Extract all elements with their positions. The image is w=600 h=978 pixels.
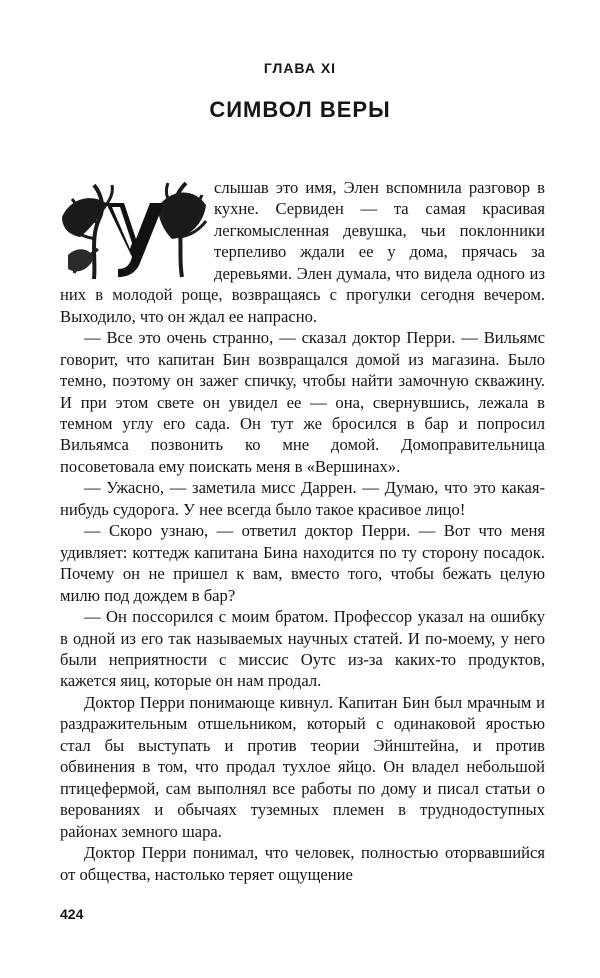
paragraph-4: — Скоро узнаю, — ответил доктор Перри. — Вот что меня удивляет: коттедж капитана Бина находится по ту сторону посадок. Почему он не пришел к вам, вместо того, чтобы бежать целую милю под дождем в бар?: [60, 521, 545, 605]
paragraph-1: слышав это имя, Элен вспомнила разговор в кухне. Сервиден — та самая красивая легкомысленная девушка, чьи поклонники терпеливо ждали ее у дома, прячась за деревьями. Элен думала, что видела одного из них в молодой роще, возвращаясь с прогулки сегодня вечером. Выходило, что он ждал ее напрасно.: [60, 178, 545, 326]
body-text: [60, 177, 545, 885]
paragraph-7: Доктор Перри понимал, что человек, полностью оторвавшийся от общества, настолько теряет ощущение: [60, 843, 545, 884]
paragraph-2: — Все это очень странно, — сказал доктор Перри. — Вильямс говорит, что капитан Бин возвращался домой из магазина. Было темно, поэтому он зажег спичку, чтобы найти замочную скважину. И при этом свете он увидел ее — она, свернувшись, лежала в темном углу его сада. Он тут же бросился в бар и попросил Вильямса позвонить ко мне домой. Домоправительница посоветовала ему поискать меня в «Вершинах».: [60, 328, 545, 476]
paragraph-6: Доктор Перри понимающе кивнул. Капитан Бин был мрачным и раздражительным отшельником, который с одинаковой яростью стал бы выступать и против теории Эйнштейна, и против обвинения в том, что продал тухлое яйцо. Он владел небольшой птицефермой, сам выполнял все работы по дому и писал статьи о верованиях и обычаях туземных племен в труднодоступных районах земного шара.: [60, 692, 545, 841]
dropcap-ornament-icon: [60, 177, 208, 281]
chapter-title: СИМВОЛ ВЕРЫ: [209, 97, 391, 122]
paragraph-3: — Ужасно, — заметила мисс Даррен. — Думаю, что это какая-нибудь судорога. У нее всегда было такое красивое лицо!: [60, 478, 545, 519]
page-number: 424: [60, 906, 84, 922]
chapter-label: ГЛАВА XI: [263, 60, 337, 76]
paragraph-5: — Он поссорился с моим братом. Профессор указал на ошибку в одной из его так называемых научных статей. И по-моему, у него были неприятности с миссис Оутс из-за каких-то продуктов, кажется яиц, которые он нам продал.: [60, 607, 545, 691]
